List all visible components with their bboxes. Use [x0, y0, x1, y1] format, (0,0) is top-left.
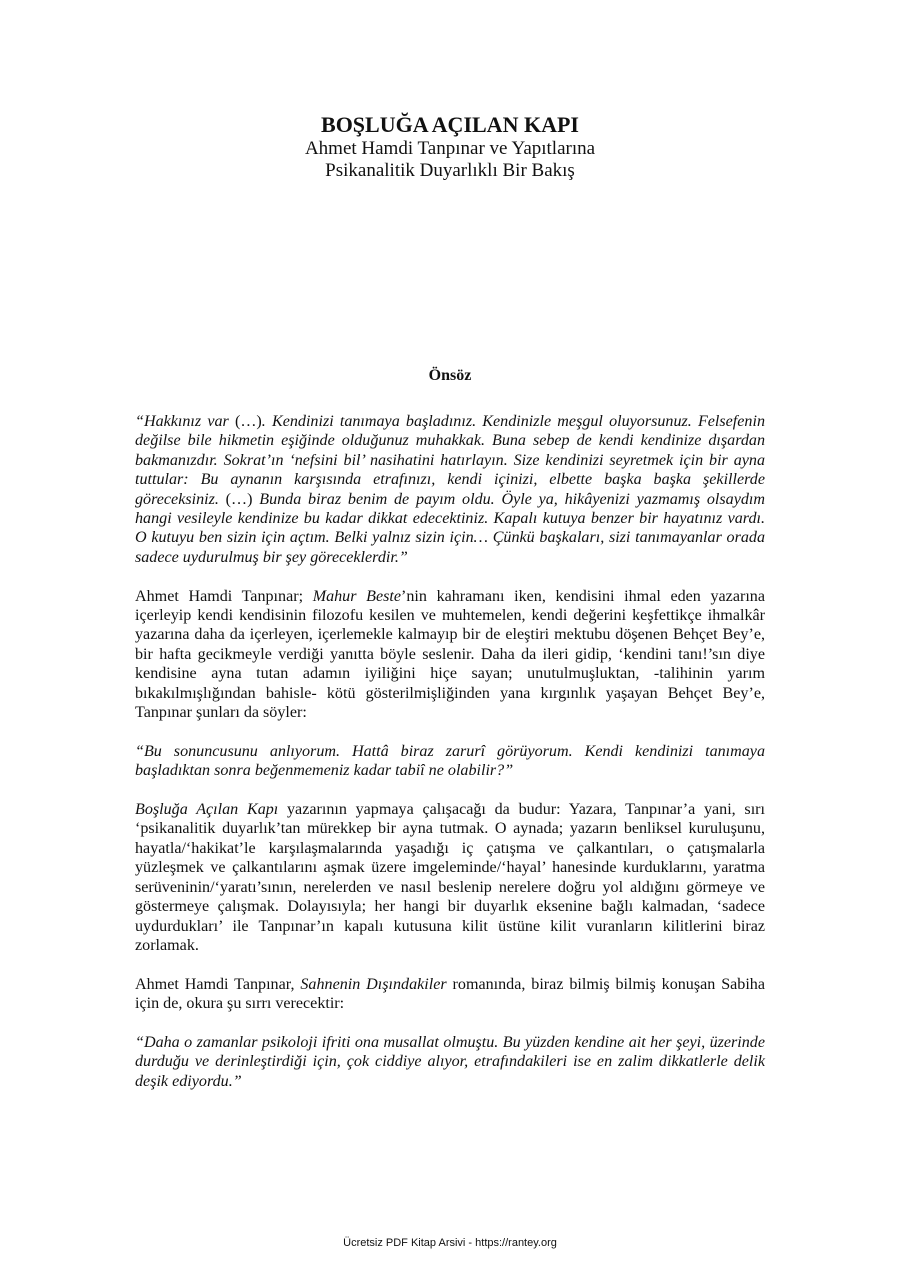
- book-title: BOŞLUĞA AÇILAN KAPI: [321, 112, 579, 137]
- quote-2: “Bu sonuncusunu anlıyorum. Hattâ biraz zarurî görüyorum. Kendi kendinizi tanımaya başladıktan sonra beğenmemeniz kadar tabiî ne olabilir?”: [135, 742, 765, 780]
- ellipsis-mark: (…): [234, 413, 262, 430]
- work-title-bosluga-acilan-kapi: Boşluğa Açılan Kapı: [135, 801, 279, 819]
- text-segment: ’nin kahramanı iken, kendisini ihmal eden yazarına içerleyip kendi kendisinin filozofu kesilen ve muhtemelen, kendi değerini keşfettikçe ihmalkâr yazarına daha da içerleyen, içerlemekle kalmayıp bir de eleştiri mektubu döşenen Behçet Bey’e, bir hafta gecikmeyle verdiği yanıtta böyle seslenir. Daha da ileri gidip, ‘kendini tanı!’sın diye kendisine ayna tutan adamın iyiliğini hiçe sayan; unutulmuşluktan, -talihinin yarım bıkakılmışlığından bahisle- kötü gösterilmişliğinden yana kırgınlık yaşayan Behçet Bey’e, Tanpınar şunları da söyler:: [135, 587, 765, 722]
- work-title-mahur-beste: Mahur Beste: [312, 587, 401, 605]
- opening-quote: [135, 412, 765, 567]
- quote-segment: . Kendinizi tanımaya başladınız. Kendinizle meşgul oluyorsunuz. Felsefenin değilse bile hikmetin eşiğinde olduğunuz muhakkak. Buna sebep de kendi kendinize dışardan bakmanızdır. Sokrat’ın ‘nefsini bil’ nasihatini hatırlayın. Size kendinizi seyretmek için bir ayna tuttular: Bu aynanın karşısında etrafınızı, kendi içinizi, elbette başka başka şekillerde göreceksiniz.: [135, 413, 765, 508]
- book-subtitle-line-1: Ahmet Hamdi Tanpınar ve Yapıtlarına: [304, 138, 596, 159]
- work-title-sahnenin-disindakiler: Sahnenin Dışındakiler: [300, 975, 447, 993]
- text-segment: yazarının yapmaya çalışacağı da budur: Yazara, Tanpınar’a yani, sırı ‘psikanalitik duyarlık’tan mürekkep bir ayna tutmak. O aynada; yazarın benliksel kuruluşunu, hayatla/‘hakikat’le karşılaşmalarında yaşadığı iç çatışma ve çalkantıları, o çatışmalarla yüzleşmek ve çalkantılarını aşmak üzere imgeleminde/‘hayal’ hanesinde kurduklarını, yaratma serüveninin/‘yaratı’sının, nerelerden ve nasıl beslenip nerelere doğru yol aldığını görmeye ve göstermeye çalışmak. Dolayısıyla; her hangi bir duyarlık eksenine bağlı kalmadan, ‘sadece uydurdukları’ ile Tanpınar’ın kapalı kutusuna kilit üstüne kilit vuranların kilitlerini biraz zorlamak.: [135, 801, 765, 954]
- title-block: [0, 112, 900, 182]
- text-segment: Ahmet Hamdi Tanpınar;: [135, 587, 313, 605]
- ellipsis-mark: (…): [225, 490, 253, 508]
- paragraph-2: [135, 800, 765, 955]
- quote-3: “Daha o zamanlar psikoloji ifriti ona musallat olmuştu. Bu yüzden kendine ait her şeyi, üzerinde durduğu ve derinleştirdiği için, çok ciddiye alıyor, etrafındakileri ise en zalim dikkatlerle delik deşik ediyordu.”: [135, 1033, 765, 1090]
- quote-segment: “Hakkınız var: [135, 413, 235, 430]
- quote-segment: Bunda biraz benim de payım oldu. Öyle ya, hikâyenizi yazmamış olsaydım hangi vesileyle kendinize bu kadar dikkat edecektiniz. Kapalı kutuya benzer bir hayatınız vardı. O kutuyu ben sizin için açtım. Belki yalnız sizin için… Çünkü başkaları, sizi tanımayanlar orada sadece uydurulmuş bir şey göreceklerdir.”: [135, 490, 765, 566]
- paragraph-1: [135, 587, 765, 723]
- text-segment: Ahmet Hamdi Tanpınar,: [135, 975, 301, 993]
- page-footer: Ücretsiz PDF Kitap Arsivi - https://rantey.org: [343, 1237, 557, 1249]
- body-text: [135, 412, 765, 1111]
- text-segment: romanında, biraz bilmiş bilmiş konuşan Sabiha için de, okura şu sırrı verecektir:: [135, 975, 765, 1013]
- book-subtitle-line-2: Psikanalitik Duyarlıklı Bir Bakış: [325, 160, 575, 181]
- section-heading: Önsöz: [428, 367, 472, 384]
- paragraph-3: [135, 975, 765, 1014]
